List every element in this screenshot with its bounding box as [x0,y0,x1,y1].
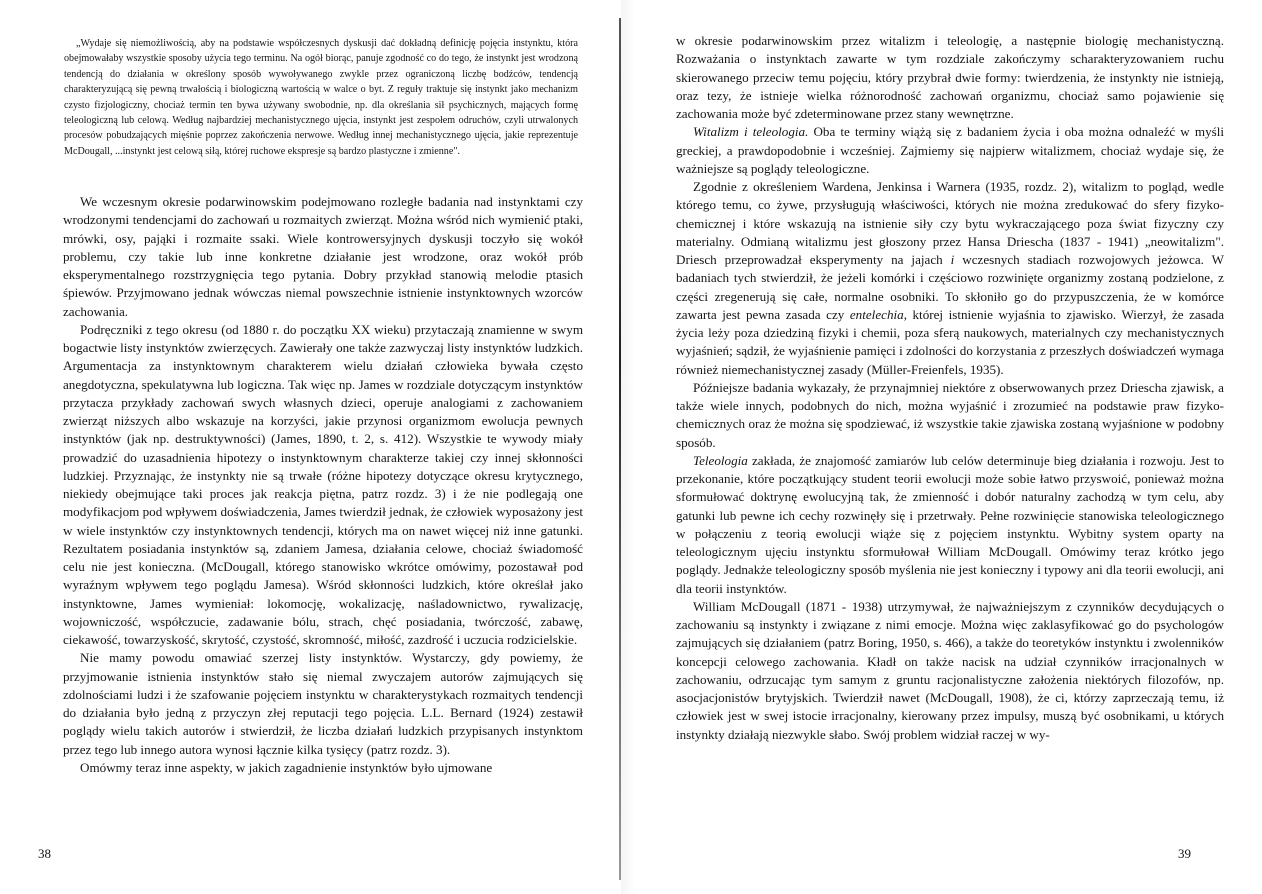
paragraph-continued [676,32,1224,123]
paragraph-teleology [676,452,1224,598]
paragraph: Nie mamy powodu omawiać szerzej listy instynktów. Wystarczy, gdy powiemy, że przyjmowanie istnienia instynktów stało się niemal zwyczajem autorów zajmujących się zdolnościami ludzi i że szafowanie pojęciem instynktu w charakterystykach rozmaitych tendencji do działania było jedną z przyczyn złej reputacji tego pojęcia. L.L. Bernard (1924) zestawił poglądy wielu takich autorów i stwierdził, że liczba działań ludzkich przypisanych instynktom przez tego lub innego autora wynosi łącznie kilka tysięcy (patrz rozdz. 3). [63,650,583,757]
paragraph-text: zakłada, że znajomość zamiarów lub celów determinuje bieg działania i rozwoju. Jest to przekonanie, które początkujący student teorii ewolucji może sobie łatwo przyswoić, ponieważ można sformułować doktrynę ewolucyjną tak, że zmienność i dobór naturalny zachodzą w tym celu, aby gatunki lub pewne ich cechy rozwinęły się i przetrwały. Pełne rozwinięcie stanowiska teleologicznego w połączeniu z teorią ewolucji wiąże się z pojęciem instynktu. Wybitny system oparty na teleologicznym ujęciu instynktu sformułował William McDougall. Omówimy teraz krótko jego poglądy. Jednakże teleologiczny sposób myślenia nie jest konieczny i typowy ani dla teorii ewolucji, ani dla teorii instynktów. [676,452,1224,596]
paragraph-text: , której istnienie wyjaśnia to zjawisko. Wierzył, że zasada życia leży poza dziedziną fizyki i chemii, poza sferą naukowych, materialnych czy mechanistycznych wyjaśnień; sądził, że wyjaśnienie pamięci i zdolności do korzystania z przeszłych doświadczeń wymaga również niemechanistycznej zasady (Müller-Freienfels, 1935). [676,306,1225,377]
paragraph-text: Zgodnie z określeniem Wardena, Jenkinsa i Warnera (1935, rozdz. 2), witalizm to pogląd, wedle którego temu, co żywe, przysługują właściwości, których nie można zredukować do sfery fizyko-chemicznej i które wskazują na istnienie siły czy bytu wykraczającego poza świat fizyczny czy materialny. Odmianą witalizmu jest głoszony przez Hansa Driescha (1837 - 1941) „neowitalizm". Driesch przeprowadzał eksperymenty na jajach [676,179,1224,267]
paragraph: Omówmy teraz inne aspekty, w jakich zagadnienie instynktów było ujmowane [80,759,493,775]
paragraph: We wczesnym okresie podarwinowskim podejmowano rozległe badania nad instynktami czy wrodzonymi tendencjami do zachowań u rozmaitych zwierząt. Można wśród nich wymienić ptaki, mrówki, osy, pająki i rozmaite ssaki. Wiele kontrowersyjnych dyskusji toczyło się wokół problemu, czy takie lub inne konkretne działanie jest wrodzone, oraz wokół prób eksperymentalnego rozstrzygnięcia tego pytania. Dobry przykład stanowią melodie ptasich śpiewów. Przyjmowano jednak wówczas niemal powszechnie istnienie instynktownych wzorców zachowania. [63,194,583,319]
paragraph-text: w okresie podarwinowskim przez witalizm i teleologię, a następnie biologię mechanistyczną. Rozważania o instynktach zawarte w tym rozdziale zakończymy scharakteryzowaniem ruchu skierowanego przeciw temu pojęciu, który przybrał dwie formy: twierdzenia, że instynkty nie istnieją, oraz tezy, że istnieje wielka różnorodność zachowań organizmu, chociaż samo pojawienie się zachowania może być zdeterminowane przez stany wewnętrzne. [676,33,1224,121]
section-lead: Teleologia [693,452,748,468]
paragraph: Późniejsze badania wykazały, że przynajmniej niektóre z obserwowanych przez Driescha zjawisk, a także wiele innych, podobnych do nich, można wyjaśnić i zrozumieć na podstawie praw fizyko-chemicznych oraz że można się spodziewać, iż wszystkie takie zjawiska zostaną wyjaśnione w podobny sposób. [676,379,1224,450]
left-body-text [63,193,583,777]
section-lead: Witalizm i teleologia. [693,124,809,140]
paragraph: Podręczniki z tego okresu (od 1880 r. do początku XX wieku) przytaczają znamienne w swym bogactwie listy instynktów zwierzęcych. Zawierały one także zazwyczaj listy instynktów ludzkich. Argumentacja za instynktownym charakterem wielu działań człowieka bywała często anegdotyczna, spekulatywna lub logiczna. Tak więc np. James w rozdziale dotyczącym instynktów przytacza przykłady zachowań swych własnych dzieci, operuje analogiami z zachowaniem zwierząt niższych albo wskazuje na korzyści, jakie przynosi organizmom ewolucja pewnych instynktów (jak np. destruktywności) (James, 1890, t. 2, s. 412). Wszystkie te wywody miały prowadzić do uzasadnienia hipotezy o instynktownym charakterze takiej czy innej skłonności ludzkiej. Przyznając, że instynkty nie są trwałe (różne hipotezy dotyczące okresu krytycznego, niekiedy obejmujące taki proces jak reakcja piętna, patrz rozdz. 3) i że nie podlegają one modyfikacjom pod wpływem doświadczenia, James twierdził jednak, że człowiek wyposażony jest w wiele instynktów czy instynktownych tendencji, których ma on nawet więcej niż inne gatunki. Rezultatem posiadania instynktów są, zdaniem Jamesa, działania celowe, chociaż świadomość celu nie jest konieczna. (McDougall, którego stanowisko wkrótce omówimy, pozostawał pod wyraźnym wpływem tego poglądu Jamesa). Wśród skłonności ludzkich, które określał jako instynktowne, James wymieniał: lokomocję, wokalizację, naśladownictwo, rywalizację, wojowniczość, współczucie, zadawanie bólu, strach, chęć posiadania, twórczość, zabawę, ciekawość, towarzyskość, skrytość, czystość, skromność, miłość, zazdrość i uczucia rodzicielskie. [63,321,583,647]
page-number-right: 39 [1178,846,1191,861]
gutter-shadow [621,0,635,894]
paragraph-text: wczesnych stadiach rozwojowych jeżowca. W badaniach tych stwierdził, że jeżeli komórki i częściowo rozwinięte organizmy zostaną podzielone, z części zregenerują się całe, normalne osobniki. To skłoniło go do przypuszczenia, że w komórce zawarta jest pewna zasada czy [676,252,1224,322]
paragraph-driesch [676,178,1224,379]
quote-text: „Wydaje się niemożliwością, aby na podstawie współczesnych dyskusji dać dokładną definicję pojęcia instynktu, która obejmowałaby wszystkie sposoby użycia tego terminu. Na ogół biorąc, panuje zgodność co do tego, że instynkt jest wrodzoną tendencją do działania w określony sposób wywoływanego zwykle przez ograniczoną liczbę bodźców, tendencją charakteryzującą się pewną trwałością i biologiczną wartością w walce o byt. Z reguły traktuje się instynkt jako mechanizm czysto fizjologiczny, chociaż termin ten bywa używany swobodnie, np. dla określania sił psychicznych, mających formę teleologiczną lub celową. Według najbardziej mechanistycznego ujęcia, instynkt jest zespołem odruchów, czyli utrwalonych procesów pobudzających mięśnie poprzez zakończenia nerwowe. Według innej mechanistycznego ujęcia, jakie reprezentuje McDougall, ...instynkt jest celową siłą, której ruchowe ekspresje są bardzo plastyczne i zmienne". [64,38,578,157]
opening-quote [64,36,578,159]
paragraph-text: Oba te terminy wiążą się z badaniem życia i oba można odnaleźć w myśli greckiej, a prawdopodobnie i wcześniej. Zajmiemy się najpierw witalizmem, chociaż wydaje się, że ważniejsze są poglądy teleologiczne. [676,124,1224,176]
italic-term: i [950,252,955,267]
italic-term: entelechia [849,306,904,322]
right-body-text [676,32,1224,744]
paragraph-vitalism [676,123,1224,178]
paragraph: William McDougall (1871 - 1938) utrzymywał, że najważniejszym z czynników decydujących o zachowaniu są instynkty i związane z nimi emocje. Można więc zaklasyfikować go do psychologów zajmujących się działaniem (patrz Boring, 1950, s. 466), a także do teoretyków instynktu i zwolenników koncepcji celowego zachowania. Kładł on także nacisk na udział czynników irracjonalnych w zachowaniu, odrzucając tym samym z gruntu racjonalistyczne założenia niektórych filozofów, np. asocjacjonistów brytyjskich. Twierdził nawet (McDougall, 1908), że ci, którzy zaprzeczają temu, iż człowiek jest w swej istocie irracjonalny, kierowany przez impulsy, muszą być osobnikami, u których instynkty działają niezwykle słabo. Swój problem widział raczej w wy- [676,598,1224,742]
page-number-left: 38 [38,846,51,861]
